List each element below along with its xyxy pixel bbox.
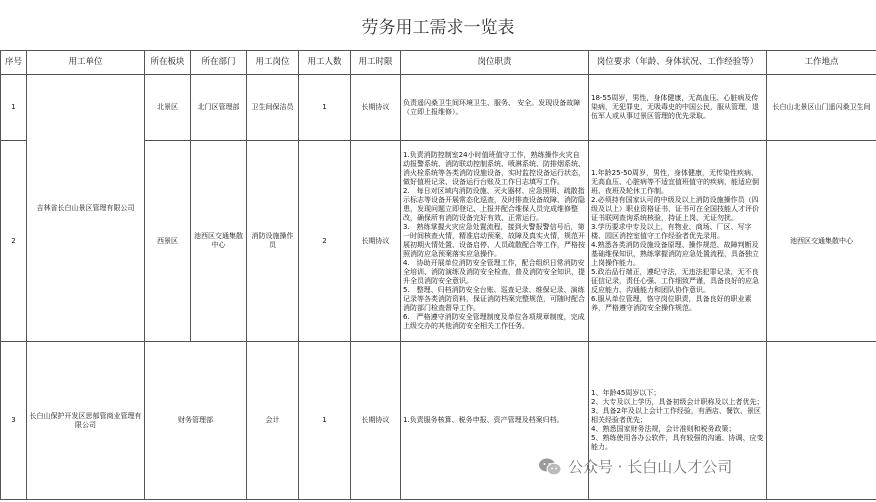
cell-duty: 负责遥闪桑卫生间环境卫生、服务、 安全。发现设备故障（立即上报维修）。 [401, 75, 589, 141]
cell-place [767, 342, 876, 500]
header-cell-post: 用工岗位 [247, 51, 299, 75]
page-title: 劳务用工需求一览表 [361, 17, 515, 38]
cell-count: 1 [299, 342, 351, 500]
cell-no: 3 [1, 342, 27, 500]
cell-unit: 吉林省长白山景区管理有限公司 [27, 75, 145, 342]
header-cell-req: 岗位要求（年龄、身体状况、工作经验等） [589, 51, 767, 75]
cell-sector: 西景区 [145, 141, 191, 342]
header-cell-sector: 所在板块 [145, 51, 191, 75]
cell-post: 会计 [247, 342, 299, 500]
cell-dept: 北门区管理部 [191, 75, 247, 141]
demand-table [0, 50, 876, 500]
cell-duty: 1.负责消防控制室24小时值班值守工作，熟练操作火灾自动报警系统、消防联动控制系统、喷淋系统、防排烟系统、消火栓系统等各类消防设施设备，实时监控设备运行状态，做好值班记录、设备运行台账及工作日志填写工作。 2. 每日对区域内消防设施、灭火器材、应急照明、疏散指示标志等设备开展常态化巡查，及时排查设备故障、消防隐患，发现问题立即登记、上报并配合维保人员完成维修整改，确保所有消防设备完好有效、正常运行。 3. 熟练掌握火灾应急处置流程，接到火警报警信号后，第一时间核查火情，精准启动预案，故障及真实火情，规范开展初期火情处置、设备启停、人员疏散配合等工作，严格按照消防应急预案落实应急操作。 4. 协助开展单位消防安全管理工作，配合组织日常消防安全培训、消防演练及消防安全检查，普及消防安全知识，提升全员消防安全意识。 5. 整理、归档消防安全台账、巡查记录、维保记录、演练记录等各类消防资料，保证消防档案完整规范，可随时配合消防部门检查督导工作。 6. 严格遵守消防安全管理制度及单位各项规章制度，完成上级交办的其他消防安全相关工作任务。 [401, 141, 589, 342]
cell-count: 2 [299, 141, 351, 342]
cell-term: 长期协议 [351, 141, 401, 342]
cell-place: 池西区交通集散中心 [767, 141, 876, 342]
header-cell-dept: 所在部门 [191, 51, 247, 75]
cell-req: 18-55周岁，男性，身体健康，无高血压、心脏病及传染病，无犯罪史，无吸毒史的中国公民，服从管理，退伍军人或从事过景区管理的优先录取。 [589, 75, 767, 141]
header-cell-duty: 岗位职责 [401, 51, 589, 75]
cell-no: 1 [1, 75, 27, 141]
cell-dept: 池西区交通集散中心 [191, 141, 247, 342]
cell-req: 1、年龄45周岁以下； 2、大专及以上学历，具备初级会计职称及以上者优先； 3、具备2年及以上会计工作经验，有酒店、餐饮、景区相关经验者优先； 4、熟悉国家财务法规，会计准则和税务政策； 5、熟练使用各办公软件，具有较强的沟通、协调、应变能力。 [589, 342, 767, 500]
header-cell-term: 用工时限 [351, 51, 401, 75]
header-cell-count: 用工人数 [299, 51, 351, 75]
cell-term: 长期协议 [351, 342, 401, 500]
cell-sector: 财务管理部 [145, 342, 247, 500]
cell-sector: 北景区 [145, 75, 191, 141]
cell-term: 长期协议 [351, 75, 401, 141]
header-cell-place: 工作地点 [767, 51, 876, 75]
cell-count: 1 [299, 75, 351, 141]
cell-post: 消防设施操作员 [247, 141, 299, 342]
watermark-text: 公众号 · 长白山人才公司 [568, 458, 733, 476]
header-cell-unit: 用工单位 [27, 51, 145, 75]
wechat-icon [538, 457, 562, 477]
header-row [1, 51, 876, 75]
cell-duty: 1.负责服务核算、税务申报、资产管理及档案归档。 [401, 342, 589, 500]
cell-post: 卫生间保洁员 [247, 75, 299, 141]
table-row [1, 342, 876, 500]
header-cell-no: 序号 [1, 51, 27, 75]
cell-no: 2 [1, 141, 27, 342]
cell-unit: 长白山保护开发区思郁管商业管理有限公司 [27, 342, 145, 500]
watermark [538, 456, 732, 477]
table-row [1, 75, 876, 141]
cell-req: 1.年龄25-50周岁，男性，身体健康，无传染性疾病、无高血压、心脏病等不适宜值班值守的疾病，能适应倒班、夜班及轮休工作制。 2.必须持有国家认可的中级及以上消防设施操作员（四级及以上）职业资格证书，证书可在全国技能人才评价证书联网查询系统核验，持证上岗、无证勿扰。 3.学历要求中专及以上，有物业、商场、厂区、写字楼、园区消控室值守工作经验者优先录用。 4.熟悉各类消防设施设备原理、操作规范、故障判断及基础维保知识，熟练掌握消防应急处置流程，具备独立上岗操作能力。 5.政治品行端正，遵纪守法，无违法犯罪记录，无不良征信记录，责任心强、工作细致严谨，具备良好的应急反应能力、沟通能力和团队协作意识。 6.服从单位管理，恪守岗位职责，具备良好的职业素养，严格遵守消防安全操作规范。 [589, 141, 767, 342]
cell-place: 长白山北景区山门遥闪桑卫生间 [767, 75, 876, 141]
